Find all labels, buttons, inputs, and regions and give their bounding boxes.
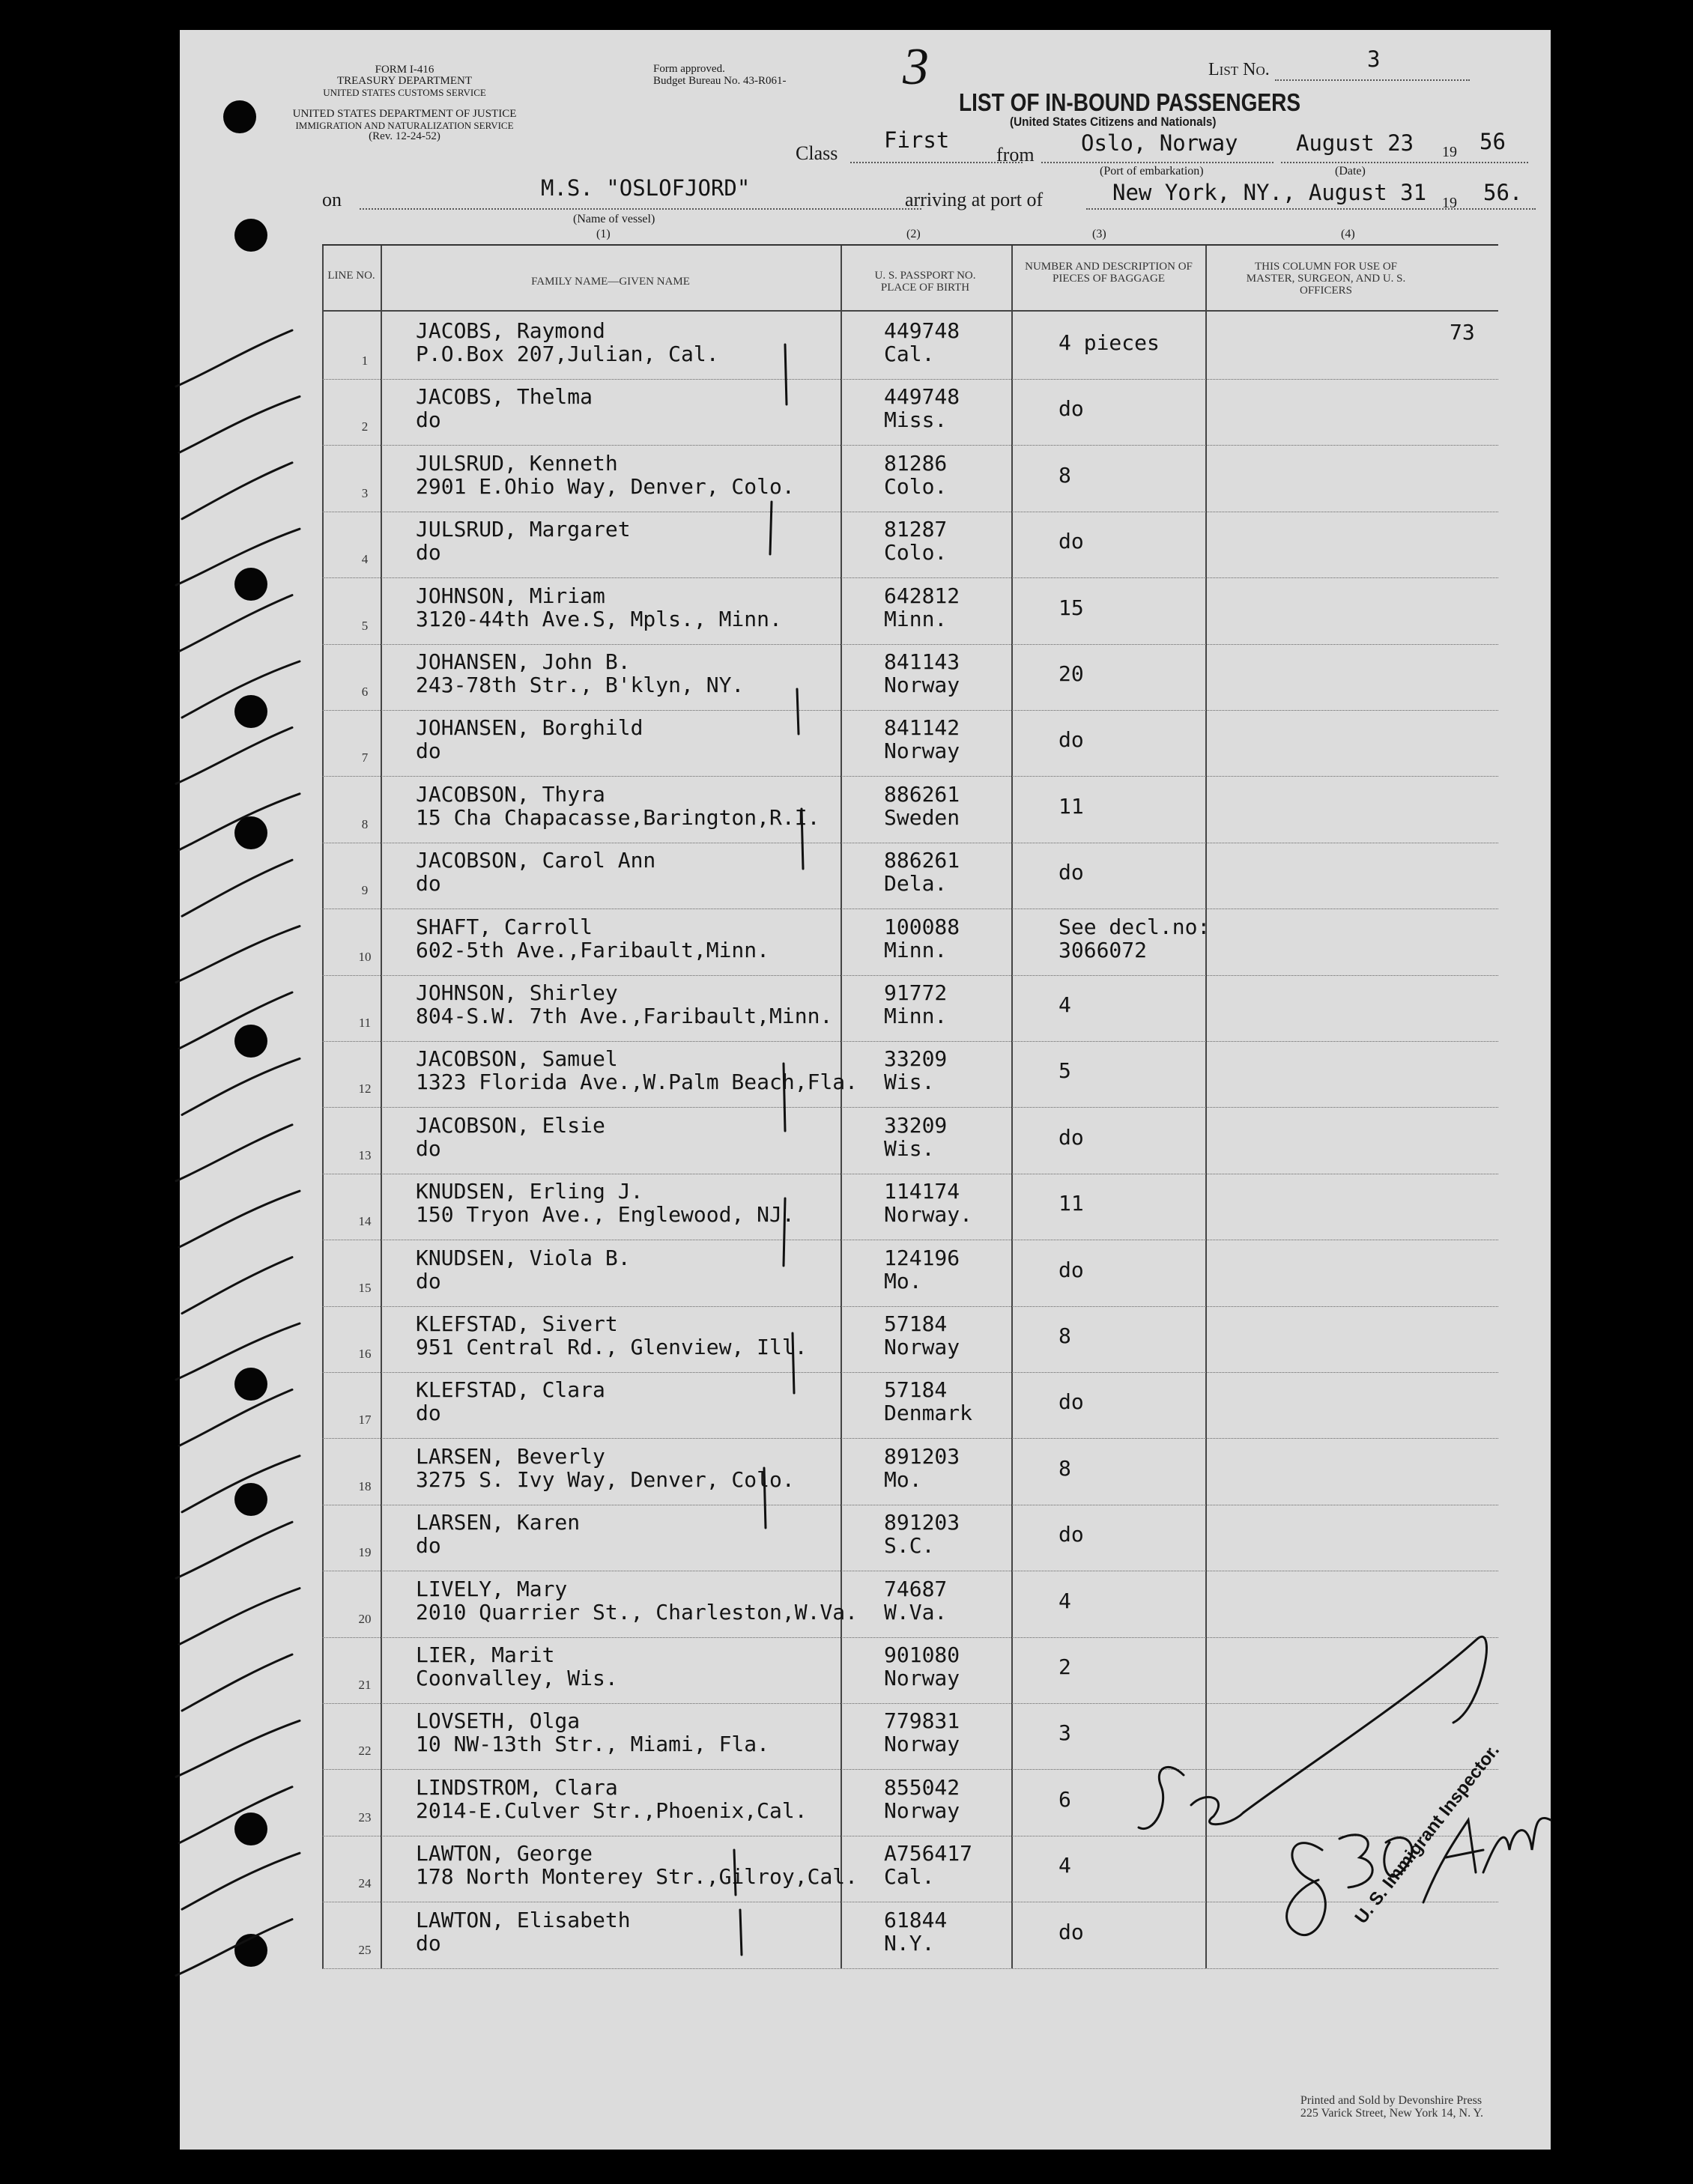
passenger-name-address	[416, 1643, 618, 1690]
revision: (Rev. 12-24-52)	[369, 130, 440, 142]
binder-hole	[234, 1368, 267, 1401]
passenger-name: JACOBS, Thelma	[416, 384, 593, 410]
passport-birthplace	[884, 650, 960, 697]
binder-hole	[234, 816, 267, 849]
passport-birthplace	[884, 1378, 972, 1425]
table-row	[322, 1108, 1498, 1174]
baggage: do	[1058, 1919, 1084, 1944]
passport-number: 891203	[884, 1443, 960, 1469]
passport-number: 891203	[884, 1510, 960, 1535]
passenger-address: 10 NW-13th Str., Miami, Fla.	[416, 1732, 770, 1757]
passport-birthplace	[884, 1114, 947, 1160]
line-number: 14	[358, 1214, 372, 1229]
passport-birthplace	[884, 1908, 947, 1955]
passenger-name: KLEFSTAD, Sivert	[416, 1311, 618, 1336]
arrival-year-prefix: 19	[1442, 195, 1457, 211]
baggage: 2	[1058, 1654, 1071, 1679]
passenger-address: 2901 E.Ohio Way, Denver, Colo.	[416, 473, 795, 499]
passport-birthplace	[884, 1643, 960, 1690]
passenger-address: P.O.Box 207,Julian, Cal.	[416, 342, 719, 366]
table-row	[322, 1174, 1498, 1240]
passport-birthplace	[884, 783, 960, 829]
manifest-page	[180, 30, 1569, 2150]
passenger-name: KNUDSEN, Viola B.	[416, 1245, 631, 1270]
passenger-name: SHAFT, Carroll	[416, 914, 593, 939]
passenger-name: JOHANSEN, Borghild	[416, 715, 643, 741]
place-of-birth: Miss.	[884, 407, 948, 433]
table-row	[322, 975, 1498, 1042]
passenger-address: 2014-E.Culver Str.,Phoenix,Cal.	[416, 1798, 808, 1823]
handwritten-number: 3	[903, 38, 929, 96]
table-row	[322, 710, 1498, 777]
passport-birthplace	[884, 1312, 960, 1359]
baggage: 11	[1058, 1191, 1084, 1216]
passenger-name-address	[416, 1908, 631, 1955]
passenger-name-address	[416, 716, 643, 762]
place-of-birth: Cal.	[884, 1864, 935, 1890]
line-number: 25	[358, 1942, 372, 1957]
manifest-title: LIST OF IN-BOUND PASSENGERS	[959, 88, 1301, 116]
passenger-address: 2010 Quarrier St., Charleston,W.Va.	[416, 1599, 858, 1625]
col-num-2: (2)	[906, 228, 921, 240]
passenger-address: do	[416, 1268, 441, 1293]
check-mark	[179, 1191, 300, 1247]
manifest-subtitle: (United States Citizens and Nationals)	[1010, 115, 1217, 129]
place-of-birth: Cal.	[884, 342, 935, 366]
table-row	[322, 578, 1498, 645]
passenger-name: JULSRUD, Kenneth	[416, 450, 618, 476]
passenger-address: Coonvalley, Wis.	[416, 1666, 618, 1690]
year-prefix: 19	[1442, 144, 1457, 160]
form-number: FORM I-416	[375, 64, 434, 76]
passport-birthplace	[884, 981, 947, 1028]
baggage: 3	[1058, 1720, 1071, 1746]
passenger-name: JOHANSEN, John B.	[416, 649, 631, 674]
baggage: do	[1058, 396, 1084, 422]
passenger-address: 3275 S. Ivy Way, Denver, Colo.	[416, 1466, 795, 1492]
passenger-name: JULSRUD, Margaret	[416, 517, 631, 542]
passport-number: 642812	[884, 583, 960, 608]
line-number: 22	[358, 1744, 372, 1759]
port-caption: (Port of embarkation)	[1100, 165, 1204, 178]
table-row	[322, 1505, 1498, 1571]
passenger-address: do	[416, 871, 441, 897]
place-of-birth: Norway	[884, 738, 960, 764]
passport-birthplace	[884, 849, 960, 895]
departure-year: 56	[1480, 129, 1506, 154]
passport-birthplace	[884, 915, 960, 962]
table-row	[322, 1571, 1498, 1638]
line-number: 19	[358, 1545, 372, 1560]
passport-number: 57184	[884, 1377, 948, 1403]
header-baggage: NUMBER AND DESCRIPTION OF PIECES OF BAGGAGE	[1025, 261, 1193, 285]
line-number: 6	[361, 685, 369, 699]
col-num-1: (1)	[596, 228, 611, 240]
passenger-name: JACOBSON, Carol Ann	[416, 848, 656, 873]
passport-birthplace	[884, 1709, 960, 1756]
passenger-name-address	[416, 1114, 605, 1160]
passport-number: 901080	[884, 1642, 960, 1667]
check-mark	[179, 1389, 292, 1446]
arrival-year: 56.	[1483, 180, 1523, 205]
passenger-name-address	[416, 1776, 808, 1822]
baggage: 4	[1058, 992, 1071, 1017]
passport-number: 449748	[884, 318, 960, 343]
passenger-name-address	[416, 1511, 580, 1557]
check-mark	[176, 926, 300, 983]
baggage: do	[1058, 1124, 1084, 1150]
passport-number: 886261	[884, 781, 960, 807]
list-no-value: 3	[1367, 46, 1381, 72]
table-row	[322, 446, 1498, 512]
table-row	[322, 909, 1498, 976]
header-passport: U. S. PASSPORT NO. PLACE OF BIRTH	[874, 270, 976, 294]
baggage: 4	[1058, 1588, 1071, 1613]
baggage: 8	[1058, 1323, 1071, 1348]
check-mark	[182, 1058, 300, 1114]
passenger-name: LINDSTROM, Clara	[416, 1774, 618, 1800]
passenger-address: do	[416, 1135, 441, 1161]
table-row	[322, 1306, 1498, 1373]
line-number: 8	[361, 816, 369, 831]
passport-birthplace	[884, 1842, 972, 1888]
line-number: 20	[358, 1611, 372, 1626]
passenger-name-address	[416, 915, 769, 962]
passenger-name-address	[416, 1842, 858, 1888]
passenger-name-address	[416, 584, 782, 631]
passport-number: 33209	[884, 1046, 948, 1072]
passenger-address: 3120-44th Ave.S, Mpls., Minn.	[416, 606, 782, 631]
class-value: First	[884, 127, 950, 153]
passenger-address: do	[416, 738, 441, 764]
form-approved: Form approved.	[653, 63, 725, 75]
binder-hole	[234, 695, 267, 728]
col-num-3: (3)	[1092, 228, 1106, 240]
baggage: do	[1058, 1389, 1084, 1415]
table-row	[322, 777, 1498, 843]
passenger-address: 178 North Monterey Str.,Gilroy,Cal.	[416, 1864, 858, 1890]
line-number: 3	[361, 485, 369, 500]
list-no-label: List No.	[1208, 60, 1270, 79]
place-of-birth: Norway	[884, 1798, 960, 1823]
table-row	[322, 1372, 1498, 1439]
passenger-address: 1323 Florida Ave.,W.Palm Beach,Fla.	[416, 1070, 858, 1095]
vessel-caption: (Name of vessel)	[573, 213, 655, 225]
passport-birthplace	[884, 716, 960, 762]
ins: IMMIGRATION AND NATURALIZATION SERVICE	[295, 120, 514, 131]
passenger-name: LIER, Marit	[416, 1642, 555, 1667]
passport-number: 114174	[884, 1179, 960, 1204]
passenger-address: 150 Tryon Ave., Englewood, NJ.	[416, 1202, 795, 1228]
line-number: 16	[358, 1347, 372, 1361]
passport-number: 81286	[884, 450, 948, 476]
place-of-birth: N.Y.	[884, 1930, 935, 1956]
check-mark	[179, 396, 300, 452]
passenger-name-address	[416, 1378, 605, 1425]
baggage: 6	[1058, 1786, 1071, 1812]
binder-hole	[234, 219, 267, 252]
passport-birthplace	[884, 1776, 960, 1822]
check-mark	[179, 595, 292, 652]
table-row	[322, 1902, 1498, 1969]
line-number: 5	[361, 618, 369, 633]
check-mark	[176, 1522, 292, 1578]
place-of-birth: Dela.	[884, 871, 948, 897]
table-row	[322, 1637, 1498, 1704]
passenger-name: LAWTON, Elisabeth	[416, 1907, 631, 1932]
passenger-name-address	[416, 1246, 631, 1293]
passenger-name-address	[416, 1709, 769, 1756]
line-number: 13	[358, 1147, 372, 1162]
justice-dept: UNITED STATES DEPARTMENT OF JUSTICE	[292, 108, 517, 120]
baggage: 11	[1058, 793, 1084, 819]
place-of-birth: Norway	[884, 1335, 960, 1359]
check-mark	[182, 1654, 292, 1711]
passenger-name: JACOBSON, Thyra	[416, 781, 605, 807]
from-label: from	[996, 144, 1035, 166]
baggage: 5	[1058, 1058, 1071, 1084]
check-mark	[176, 330, 292, 386]
check-mark	[182, 463, 292, 519]
line-number: 1	[361, 354, 369, 368]
passenger-name-address	[416, 1047, 858, 1093]
inspector-stamp: U. S. Immigrant Inspector.	[1351, 1740, 1504, 1928]
line-number: 2	[361, 419, 369, 434]
place-of-birth: Wis.	[884, 1070, 935, 1095]
passenger-address: do	[416, 407, 441, 433]
check-mark	[182, 860, 292, 916]
date-caption: (Date)	[1335, 165, 1366, 178]
passenger-address: 602-5th Ave.,Faribault,Minn.	[416, 937, 770, 962]
place-of-birth: Norway	[884, 673, 960, 697]
passenger-name-address	[416, 849, 655, 895]
baggage: 4	[1058, 1853, 1071, 1878]
passenger-name-address	[416, 518, 631, 564]
table-row	[322, 644, 1498, 711]
printer-credit: Printed and Sold by Devonshire Press 225 Varick Street, New York 14, N. Y.	[1300, 2094, 1483, 2120]
passport-number: 841143	[884, 649, 960, 674]
table-row	[322, 512, 1498, 578]
binder-hole	[234, 1813, 267, 1845]
passport-birthplace	[884, 1445, 960, 1491]
arrival-time: 8:30 AM	[1566, 1902, 1569, 1903]
check-mark	[182, 1258, 292, 1314]
baggage: do	[1058, 1257, 1084, 1282]
passenger-name-address	[416, 783, 820, 829]
passport-birthplace	[884, 1577, 947, 1624]
place-of-birth: Sweden	[884, 804, 960, 830]
line-number: 23	[358, 1810, 372, 1824]
table-row	[322, 313, 1498, 380]
passport-number: A756417	[884, 1841, 973, 1866]
passenger-name: JACOBS, Raymond	[416, 318, 605, 343]
passenger-name-address	[416, 1577, 858, 1624]
passport-birthplace	[884, 584, 960, 631]
table-row	[322, 1770, 1498, 1836]
line-number: 9	[361, 883, 369, 898]
check-mark	[182, 1853, 300, 1909]
place-of-birth: Colo.	[884, 473, 948, 499]
baggage: 20	[1058, 661, 1084, 686]
place-of-birth: W.Va.	[884, 1599, 948, 1625]
place-of-birth: Colo.	[884, 540, 948, 565]
embarkation-port: Oslo, Norway	[1081, 130, 1238, 156]
place-of-birth: Mo.	[884, 1466, 922, 1492]
table-row	[322, 843, 1498, 909]
passenger-name-address	[416, 385, 593, 431]
check-mark	[176, 1720, 300, 1777]
passenger-address: do	[416, 540, 441, 565]
budget-bureau: Budget Bureau No. 43-R061-	[653, 75, 787, 87]
passenger-address: 15 Cha Chapacasse,Barington,R.I.	[416, 804, 820, 830]
line-number: 11	[358, 1016, 372, 1030]
place-of-birth: Norway	[884, 1732, 960, 1757]
binder-hole	[234, 1025, 267, 1058]
officer-note: 73	[1450, 320, 1475, 345]
line-number: 10	[358, 949, 372, 964]
binder-hole	[223, 100, 256, 133]
passenger-name-address	[416, 650, 744, 697]
on-label: on	[322, 189, 342, 210]
passport-number: 779831	[884, 1708, 960, 1734]
class-label: Class	[796, 142, 838, 164]
customs-service: UNITED STATES CUSTOMS SERVICE	[323, 87, 486, 98]
passenger-name: LARSEN, Beverly	[416, 1443, 605, 1469]
check-mark	[176, 1125, 292, 1181]
line-number: 7	[361, 750, 369, 765]
passport-birthplace	[884, 1180, 972, 1226]
passenger-name-address	[416, 1180, 795, 1226]
passenger-address: do	[416, 1930, 441, 1956]
passport-number: 855042	[884, 1774, 960, 1800]
passenger-name: LIVELY, Mary	[416, 1576, 568, 1601]
line-number: 21	[358, 1678, 372, 1692]
passenger-address: do	[416, 1533, 441, 1559]
baggage: 8	[1058, 1455, 1071, 1481]
passport-number: 886261	[884, 848, 960, 873]
arrival-port-date: New York, NY., August 31	[1112, 180, 1427, 205]
baggage: 8	[1058, 462, 1071, 488]
passport-birthplace	[884, 1246, 960, 1293]
baggage: 4 pieces	[1058, 330, 1160, 355]
passenger-table	[322, 244, 1498, 1968]
passenger-name: JOHNSON, Shirley	[416, 980, 618, 1005]
passenger-address: do	[416, 1401, 441, 1426]
place-of-birth: Wis.	[884, 1135, 935, 1161]
place-of-birth: Denmark	[884, 1401, 973, 1426]
passport-birthplace	[884, 518, 947, 564]
line-number: 18	[358, 1478, 372, 1493]
passenger-name: KNUDSEN, Erling J.	[416, 1179, 643, 1204]
line-number: 24	[358, 1876, 372, 1891]
baggage: do	[1058, 529, 1084, 554]
passport-birthplace	[884, 1511, 960, 1557]
passport-birthplace	[884, 319, 960, 365]
table-row	[322, 379, 1498, 446]
binder-hole	[234, 1934, 267, 1967]
passport-birthplace	[884, 1047, 947, 1093]
passport-number: 74687	[884, 1576, 948, 1601]
passport-number: 61844	[884, 1907, 948, 1932]
binder-hole	[234, 1483, 267, 1516]
passport-birthplace	[884, 452, 947, 498]
place-of-birth: Mo.	[884, 1268, 922, 1293]
baggage: See decl.no: 3066072	[1058, 914, 1211, 962]
place-of-birth: Minn.	[884, 606, 948, 631]
place-of-birth: Norway	[884, 1666, 960, 1690]
passport-number: 841142	[884, 715, 960, 741]
baggage: do	[1058, 860, 1084, 885]
header-officers: THIS COLUMN FOR USE OF MASTER, SURGEON, AND U. S. OFFICERS	[1246, 261, 1406, 297]
baggage: do	[1058, 1522, 1084, 1547]
passenger-name: KLEFSTAD, Clara	[416, 1377, 605, 1403]
header-line-no: LINE NO.	[327, 270, 375, 282]
binder-hole	[234, 568, 267, 601]
passenger-name-address	[416, 981, 832, 1028]
line-number: 12	[358, 1082, 372, 1096]
passenger-name: JOHNSON, Miriam	[416, 583, 605, 608]
passenger-name-address	[416, 452, 795, 498]
passenger-name-address	[416, 1445, 795, 1491]
passenger-name-address	[416, 319, 719, 365]
table-row	[322, 1703, 1498, 1770]
passport-number: 100088	[884, 914, 960, 939]
arriving-label: arriving at port of	[905, 189, 1044, 210]
passport-number: 124196	[884, 1245, 960, 1270]
passenger-address: 243-78th Str., B'klyn, NY.	[416, 673, 745, 697]
vessel-name: M.S. "OSLOFJORD"	[541, 175, 751, 201]
passenger-name-address	[416, 1312, 808, 1359]
departure-date: August 23	[1296, 130, 1414, 156]
baggage: do	[1058, 727, 1084, 753]
passport-number: 57184	[884, 1311, 948, 1336]
col-num-4: (4)	[1341, 228, 1355, 240]
table-row	[322, 1439, 1498, 1505]
line-number: 17	[358, 1413, 372, 1428]
line-number: 15	[358, 1280, 372, 1295]
passport-number: 449748	[884, 384, 960, 410]
passenger-address: 804-S.W. 7th Ave.,Faribault,Minn.	[416, 1004, 833, 1028]
treasury-dept: TREASURY DEPARTMENT	[336, 75, 473, 87]
place-of-birth: Minn.	[884, 937, 948, 962]
passport-number: 91772	[884, 980, 948, 1005]
passenger-name: LOVSETH, Olga	[416, 1708, 581, 1734]
table-row	[322, 1836, 1498, 1902]
check-mark	[179, 1589, 300, 1645]
baggage: 15	[1058, 595, 1084, 620]
table-row	[322, 1041, 1498, 1108]
place-of-birth: Norway.	[884, 1202, 973, 1228]
header-name: FAMILY NAME—GIVEN NAME	[531, 276, 690, 288]
passenger-name: LARSEN, Karen	[416, 1510, 581, 1535]
passenger-address: 951 Central Rd., Glenview, Ill.	[416, 1335, 808, 1359]
passport-number: 33209	[884, 1112, 948, 1138]
passport-number: 81287	[884, 517, 948, 542]
line-number: 4	[361, 552, 369, 567]
place-of-birth: Minn.	[884, 1004, 948, 1028]
passenger-name: JACOBSON, Samuel	[416, 1046, 618, 1072]
place-of-birth: S.C.	[884, 1533, 935, 1559]
check-mark	[176, 1323, 300, 1380]
passport-birthplace	[884, 385, 960, 431]
table-row	[322, 1240, 1498, 1307]
passenger-name: LAWTON, George	[416, 1841, 593, 1866]
passenger-name: JACOBSON, Elsie	[416, 1112, 605, 1138]
check-mark	[176, 727, 292, 783]
